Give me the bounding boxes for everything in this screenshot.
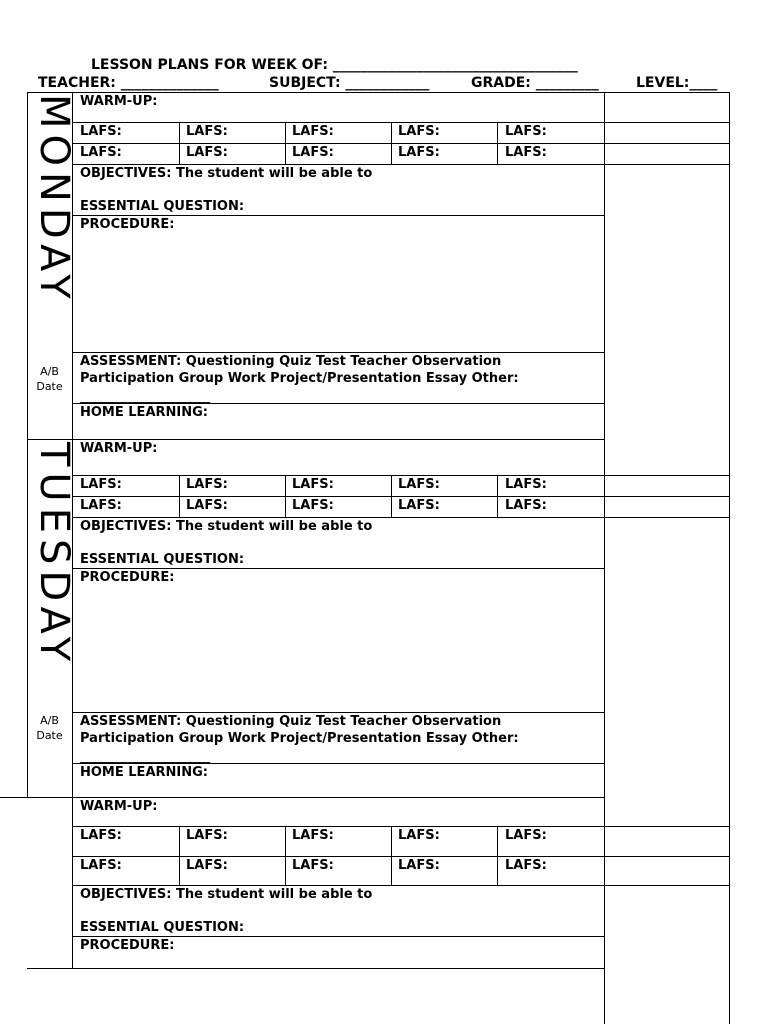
lafs-cell[interactable]: LAFS: — [398, 124, 440, 139]
lafs-cell[interactable]: LAFS: — [80, 858, 122, 873]
lafs-cell[interactable]: LAFS: — [80, 124, 122, 139]
lafs-cell[interactable]: LAFS: — [186, 828, 228, 843]
lafs-cell[interactable]: LAFS: — [505, 498, 547, 513]
level-field[interactable]: LEVEL:____ — [636, 75, 718, 91]
date-label: Date — [36, 380, 63, 393]
lafs-cell[interactable]: LAFS: — [505, 477, 547, 492]
objectives-label: OBJECTIVES: The student will be able to — [80, 519, 373, 534]
date-label: Date — [36, 729, 63, 742]
home-learning-label: HOME LEARNING: — [80, 765, 208, 780]
procedure-label: PROCEDURE: — [80, 570, 175, 585]
ab-label: A/B — [40, 365, 59, 378]
teacher-field[interactable]: TEACHER: ______________ — [38, 75, 219, 91]
grade-field[interactable]: GRADE: _________ — [471, 75, 599, 91]
lafs-cell[interactable]: LAFS: — [398, 498, 440, 513]
lafs-cell[interactable]: LAFS: — [505, 124, 547, 139]
lafs-cell[interactable]: LAFS: — [292, 828, 334, 843]
day-label-tuesday: TUESDAY — [31, 442, 77, 668]
lafs-cell[interactable]: LAFS: — [292, 498, 334, 513]
lafs-cell[interactable]: LAFS: — [186, 477, 228, 492]
warmup-label: WARM-UP: — [80, 441, 158, 456]
assessment-options: Participation Group Work Project/Presentation Essay Other: — [80, 371, 519, 386]
lafs-cell[interactable]: LAFS: — [505, 828, 547, 843]
assessment-options: Participation Group Work Project/Presentation Essay Other: — [80, 731, 519, 746]
lafs-cell[interactable]: LAFS: — [80, 498, 122, 513]
lafs-cell[interactable]: LAFS: — [505, 145, 547, 160]
lafs-cell[interactable]: LAFS: — [505, 858, 547, 873]
lafs-cell[interactable]: LAFS: — [398, 858, 440, 873]
essential-question-label: ESSENTIAL QUESTION: — [80, 199, 245, 214]
day-label-monday: MONDAY — [31, 94, 77, 305]
lafs-cell[interactable]: LAFS: — [292, 477, 334, 492]
lafs-cell[interactable]: LAFS: — [186, 498, 228, 513]
other-blank[interactable]: ____________________ — [80, 749, 210, 764]
lafs-cell[interactable]: LAFS: — [292, 145, 334, 160]
essential-question-label: ESSENTIAL QUESTION: — [80, 552, 245, 567]
lafs-cell[interactable]: LAFS: — [398, 477, 440, 492]
objectives-label: OBJECTIVES: The student will be able to — [80, 887, 373, 902]
other-blank[interactable]: ____________________ — [80, 389, 210, 404]
lafs-cell[interactable]: LAFS: — [80, 828, 122, 843]
warmup-label: WARM-UP: — [80, 94, 158, 109]
lafs-cell[interactable]: LAFS: — [186, 124, 228, 139]
ab-label: A/B — [40, 714, 59, 727]
home-learning-label: HOME LEARNING: — [80, 405, 208, 420]
lafs-cell[interactable]: LAFS: — [80, 145, 122, 160]
lafs-cell[interactable]: LAFS: — [292, 124, 334, 139]
lafs-cell[interactable]: LAFS: — [398, 828, 440, 843]
lafs-cell[interactable]: LAFS: — [80, 477, 122, 492]
page-title: LESSON PLANS FOR WEEK OF: ___________________________________ — [91, 57, 578, 73]
subject-field[interactable]: SUBJECT: ____________ — [269, 75, 430, 91]
essential-question-label: ESSENTIAL QUESTION: — [80, 920, 245, 935]
lafs-cell[interactable]: LAFS: — [186, 145, 228, 160]
procedure-label: PROCEDURE: — [80, 938, 175, 953]
procedure-label: PROCEDURE: — [80, 217, 175, 232]
lafs-cell[interactable]: LAFS: — [186, 858, 228, 873]
objectives-label: OBJECTIVES: The student will be able to — [80, 166, 373, 181]
lafs-cell[interactable]: LAFS: — [398, 145, 440, 160]
lafs-cell[interactable]: LAFS: — [292, 858, 334, 873]
warmup-label: WARM-UP: — [80, 799, 158, 814]
assessment-label: ASSESSMENT: Questioning Quiz Test Teacher Observation — [80, 714, 502, 729]
assessment-label: ASSESSMENT: Questioning Quiz Test Teacher Observation — [80, 354, 502, 369]
